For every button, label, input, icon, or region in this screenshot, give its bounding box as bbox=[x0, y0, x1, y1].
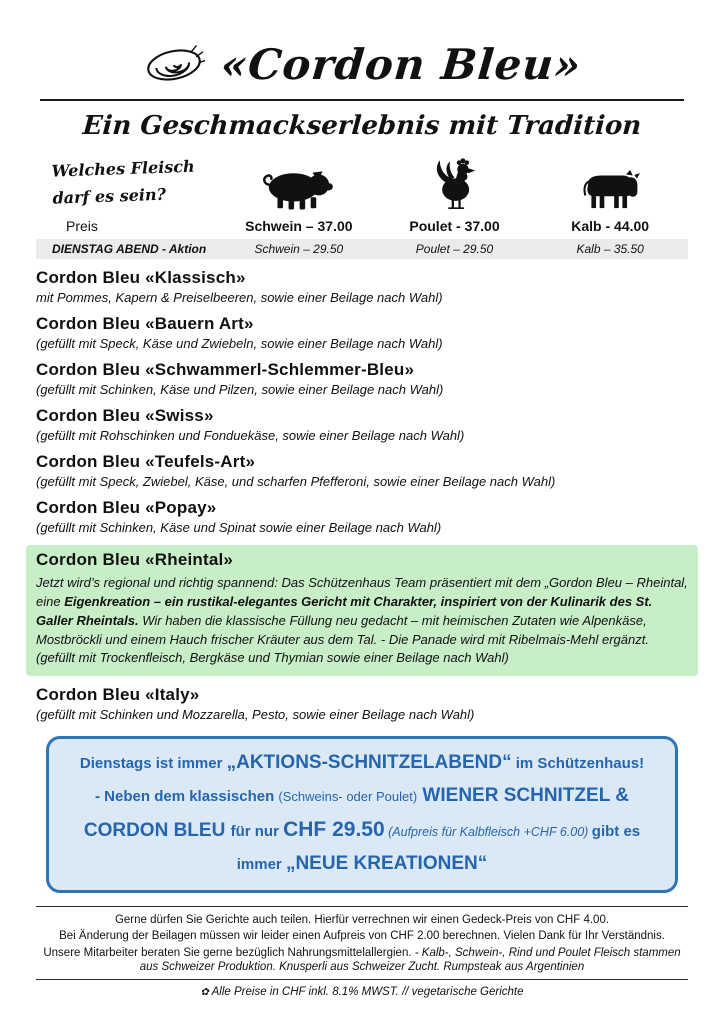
rooster-icon bbox=[377, 153, 533, 211]
header-divider bbox=[40, 99, 684, 101]
meat-selector bbox=[36, 153, 688, 259]
promo-segment: (Schweins- oder Poulet) bbox=[278, 788, 418, 804]
promo-text bbox=[77, 747, 647, 880]
action-price-kalb: Kalb – 35.50 bbox=[576, 242, 644, 256]
menu-item-title: Cordon Bleu «Swiss» bbox=[36, 406, 214, 425]
menu-item-popay bbox=[36, 498, 688, 535]
menu-item-title: Cordon Bleu «Popay» bbox=[36, 498, 217, 517]
footer-line4 bbox=[36, 985, 688, 1000]
menu-item-desc: (gefüllt mit Schinken und Mozzarella, Pesto, sowie einer Beilage nach Wahl) bbox=[36, 707, 475, 723]
menu-item-title: Cordon Bleu «Rheintal» bbox=[36, 550, 234, 569]
menu-item-teufels-art bbox=[36, 452, 688, 489]
footer-divider-bottom bbox=[36, 979, 688, 980]
rheintal-desc-seg2-bold: Eigenkreation – ein rustikal-elegantes Gericht mit Charakter, inspiriert von der Kulinarik des St. Galler Rheintals. bbox=[36, 593, 653, 628]
menu-item-desc: (gefüllt mit Schinken, Käse und Spinat sowie einer Beilage nach Wahl) bbox=[36, 520, 442, 535]
menu-item-title: Cordon Bleu «Schwammerl-Schlemmer-Bleu» bbox=[36, 360, 415, 379]
promo-segment: Dienstags ist immer bbox=[79, 755, 227, 773]
menu-item-title: Cordon Bleu «Bauern Art» bbox=[36, 314, 254, 333]
price-schwein: Schwein – 37.00 bbox=[245, 218, 353, 234]
footer-line3-normal: Unsere Mitarbeiter beraten Sie gerne bezüglich Nahrungsmittelallergien. bbox=[43, 946, 412, 959]
menu-item-bauern-art bbox=[36, 314, 688, 351]
menu-item-schwammerl bbox=[36, 360, 688, 397]
footer-divider-top bbox=[36, 906, 688, 907]
tuesday-action-bar bbox=[36, 239, 688, 259]
menu-item-desc: (gefüllt mit Schinken, Käse und Pilzen, sowie einer Beilage nach Wahl) bbox=[36, 382, 444, 397]
promo-segment-aktions-schnitzelabend: „AKTIONS-SCHNITZELABEND“ bbox=[226, 752, 512, 774]
promo-segment: für nur bbox=[230, 822, 284, 840]
calf-icon bbox=[532, 153, 688, 211]
menu-item-title: Cordon Bleu «Teufels-Art» bbox=[36, 452, 256, 471]
menu-item-rheintal-highlighted bbox=[26, 545, 698, 676]
promo-segment: im Schützenhaus! - Neben dem klassischen bbox=[95, 755, 645, 805]
footer-line3-italic: - Kalb-, Schwein-, Rind und Poulet Fleisch stammen aus Schweizer Produktion. Knusperli aus Schweizer Zucht. Rumpsteak aus Argentinien bbox=[139, 946, 681, 973]
cordon-bleu-roll-icon bbox=[143, 44, 205, 86]
price-poulet: Poulet - 37.00 bbox=[409, 218, 500, 234]
menu-item-title: Cordon Bleu «Klassisch» bbox=[36, 268, 246, 287]
promo-segment: gibt es immer bbox=[236, 822, 641, 873]
footer-line3 bbox=[36, 946, 688, 975]
menu-item-swiss bbox=[36, 406, 688, 443]
menu-item-desc: (gefüllt mit Speck, Käse und Zwiebeln, sowie einer Beilage nach Wahl) bbox=[36, 336, 443, 351]
promo-segment-price: CHF 29.50 bbox=[283, 817, 385, 841]
menu-item-desc-rich bbox=[36, 574, 688, 668]
pig-icon bbox=[221, 153, 377, 211]
action-label: DIENSTAG ABEND - Aktion bbox=[52, 242, 207, 256]
subtitle: Ein Geschmackserlebnis mit Tradition bbox=[81, 111, 643, 141]
promo-segment: (Aufpreis für Kalbfleisch +CHF 6.00) bbox=[384, 824, 592, 839]
menu-item-desc: (gefüllt mit Rohschinken und Fonduekäse, sowie einer Beilage nach Wahl) bbox=[36, 428, 465, 443]
promo-segment-neue-kreationen: „NEUE KREATIONEN“ bbox=[285, 852, 488, 874]
price-label: Preis bbox=[66, 218, 98, 234]
rheintal-desc-seg1: Jetzt wird’s regional und richtig spannend: Das Schützenhaus Team präsentiert mit dem „Gordon Bleu – Rheintal, eine bbox=[36, 575, 688, 609]
menu-list bbox=[36, 268, 688, 722]
menu-item-klassisch bbox=[36, 268, 688, 305]
price-kalb: Kalb - 44.00 bbox=[571, 218, 650, 234]
vegetarian-icon: ✿ bbox=[200, 987, 209, 999]
footer-line4-text: Alle Preise in CHF inkl. 8.1% MWST. // vegetarische Gerichte bbox=[211, 986, 524, 999]
meat-question-line2: darf es sein? bbox=[52, 184, 167, 208]
footer bbox=[36, 906, 688, 1000]
menu-item-title: Cordon Bleu «Italy» bbox=[36, 685, 200, 705]
footer-line1: Gerne dürfen Sie Gerichte auch teilen. Hierfür verrechnen wir einen Gedeck-Preis von CHF 4.00. bbox=[114, 913, 610, 926]
menu-item-desc: mit Pommes, Kapern & Preiselbeeren, sowie einer Beilage nach Wahl) bbox=[36, 290, 443, 305]
page-title: «Cordon Bleu» bbox=[218, 40, 584, 89]
action-price-schwein: Schwein – 29.50 bbox=[254, 242, 344, 256]
menu-item-italy bbox=[36, 685, 688, 722]
header bbox=[36, 40, 688, 89]
promo-box bbox=[46, 736, 678, 893]
action-price-poulet: Poulet – 29.50 bbox=[415, 242, 494, 256]
menu-item-desc: (gefüllt mit Speck, Zwiebel, Käse, und scharfen Pfefferoni, sowie einer Beilage nach Wahl) bbox=[36, 474, 556, 489]
promo-segment-wiener-schnitzel: WIENER SCHNITZEL & CORDON BLEU bbox=[83, 784, 629, 841]
rheintal-desc-seg3: Wir haben die klassische Füllung neu gedacht – mit heimischen Zutaten wie Alpenkäse, Mostbröckli und einem Hauch frischer Kräuter aus dem Tal. - Die Panade wird mit Ribelmais-Mehl ergänzt. (gefüllt mit Trockenfleisch, Bergkäse und Thymian sowie einer Beilage nach Wahl) bbox=[36, 612, 649, 666]
meat-question-line1: Welches Fleisch bbox=[51, 156, 195, 181]
footer-line2: Bei Änderung der Beilagen müssen wir leider einen Aufpreis von CHF 2.00 berechnen. Vielen Dank für Ihr Verständnis. bbox=[59, 930, 665, 943]
meat-question bbox=[35, 152, 222, 213]
